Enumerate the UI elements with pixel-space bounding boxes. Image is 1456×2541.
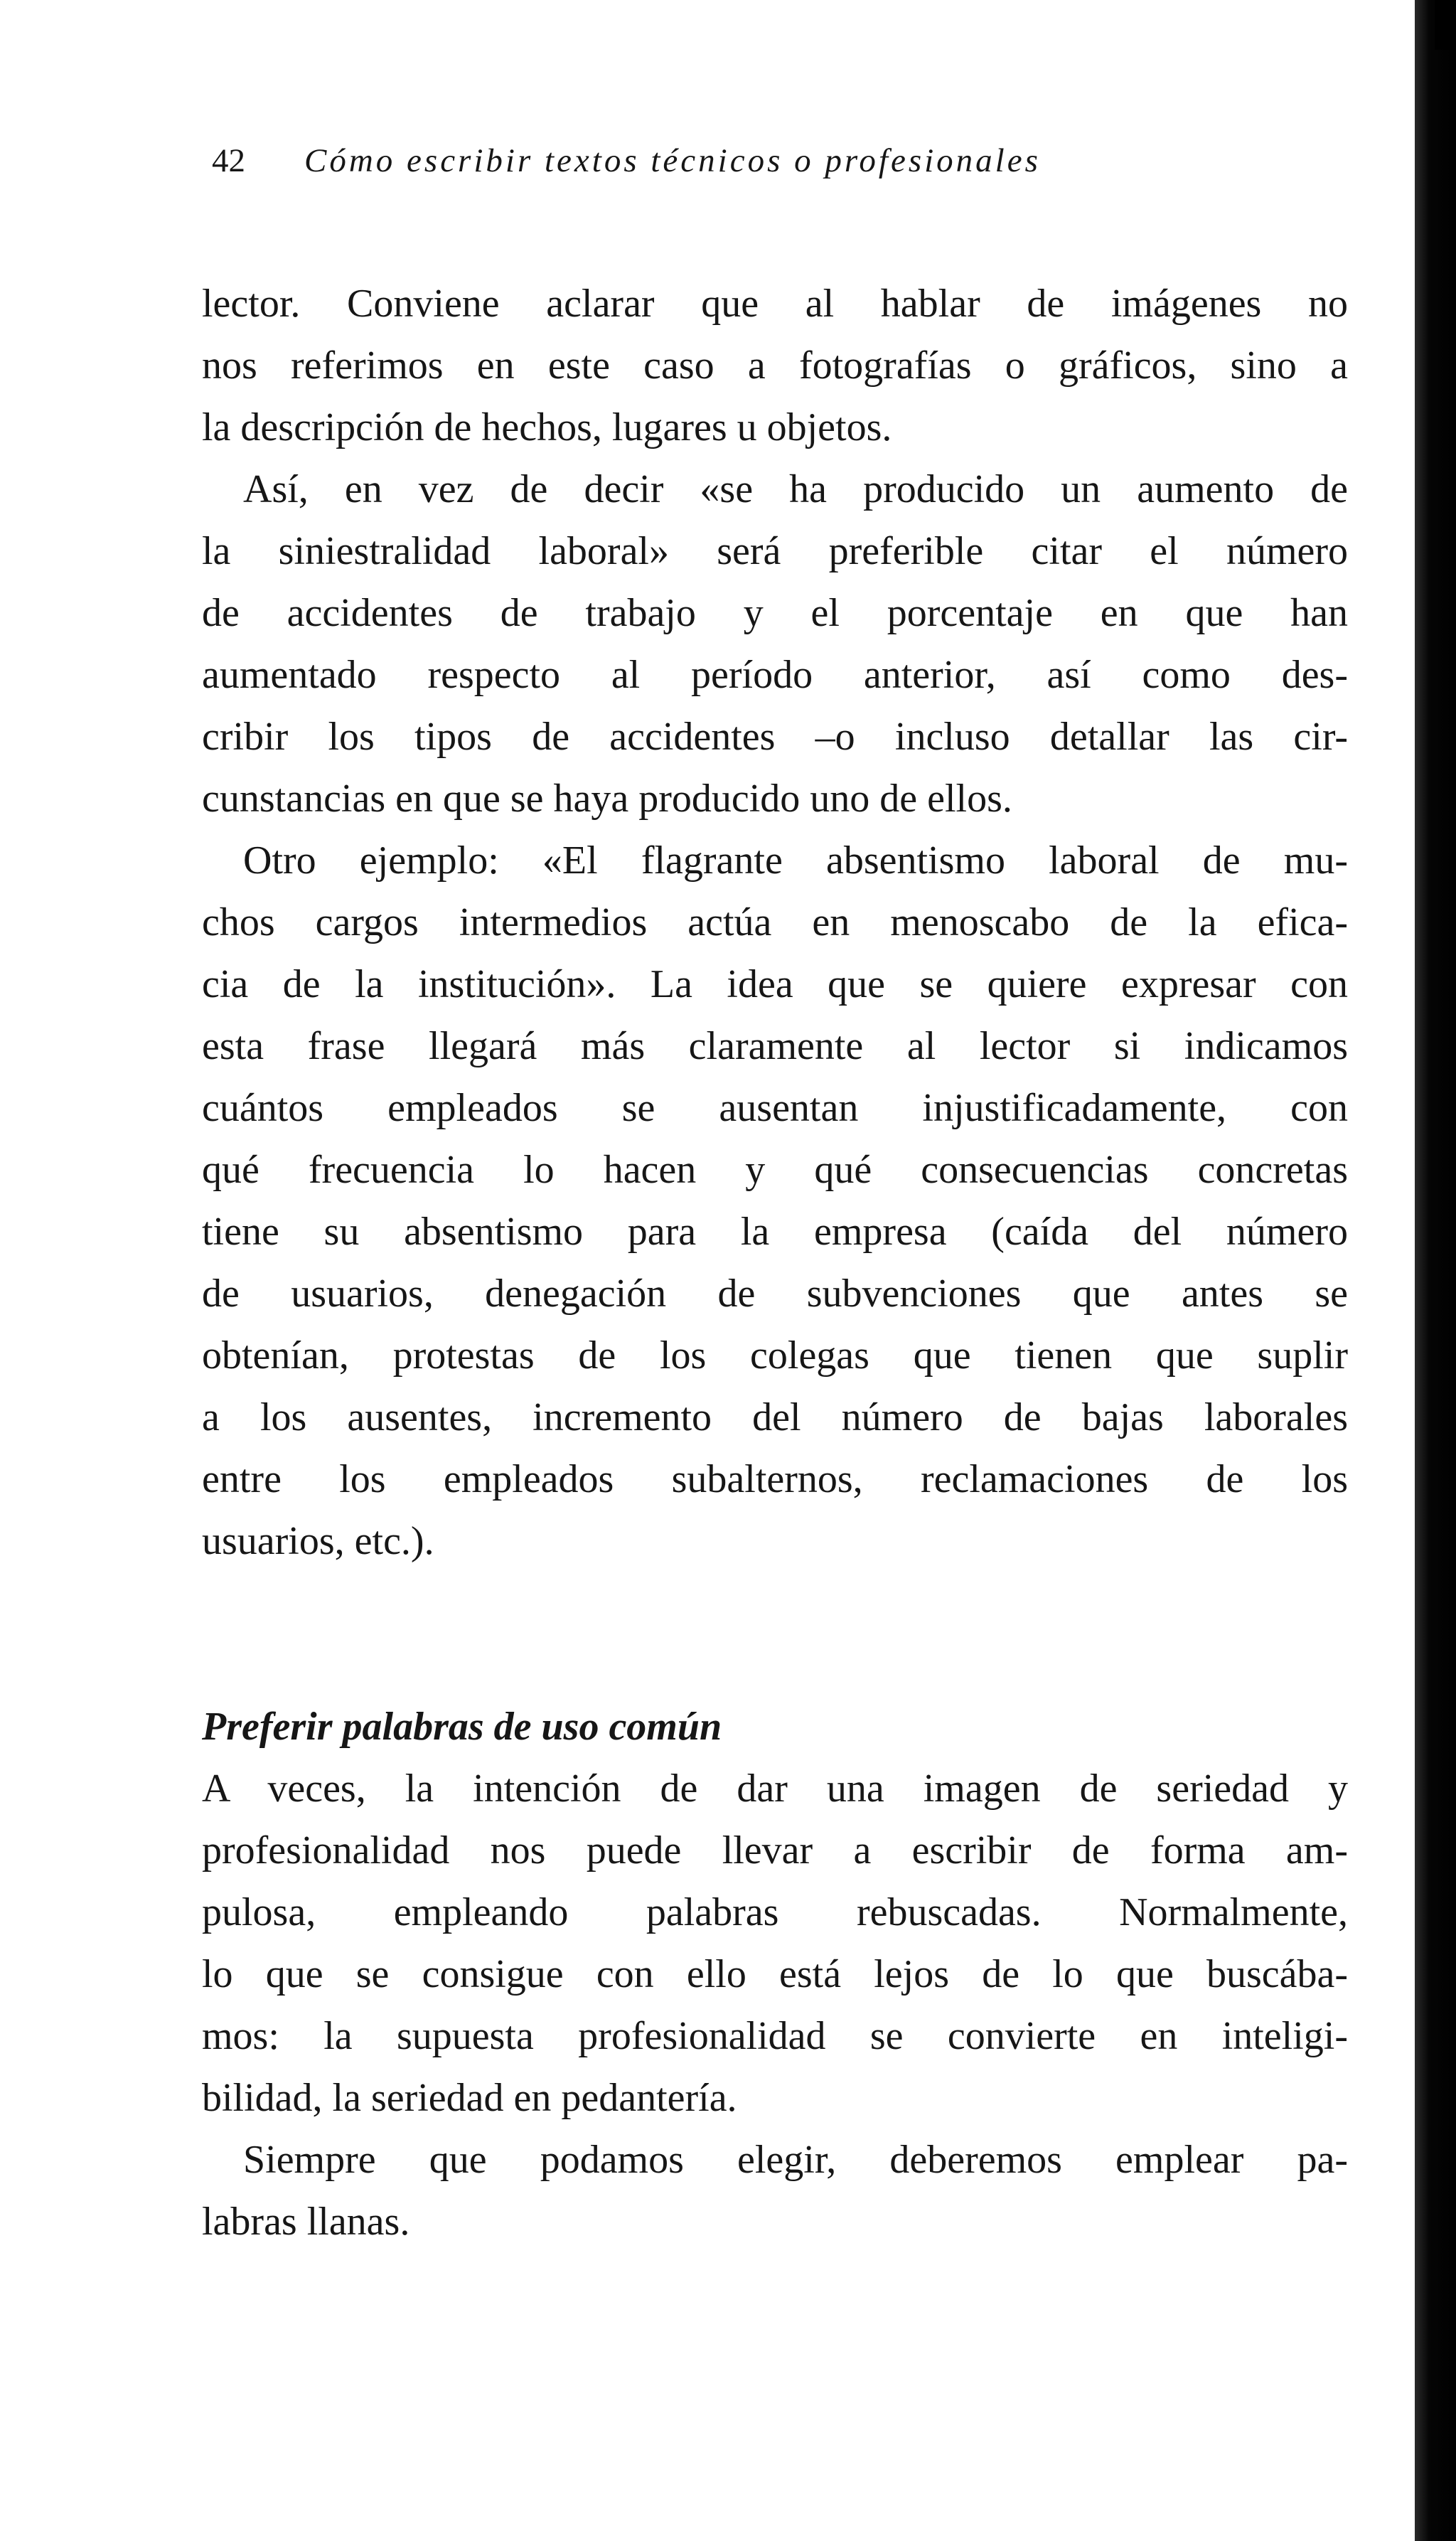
text-line: la siniestralidad laboral» será preferible citar el número xyxy=(202,529,1348,573)
paragraph-example-accidents xyxy=(202,459,1348,830)
text-line: aumentado respecto al período anterior, así como des- xyxy=(202,653,1348,697)
text-line: usuarios, etc.). xyxy=(202,1519,434,1563)
text-line: de usuarios, denegación de subvenciones que antes se xyxy=(202,1272,1348,1316)
text-line: a los ausentes, incremento del número de bajas laborales xyxy=(202,1395,1348,1439)
text-line: nos referimos en este caso a fotografías o gráficos, sino a xyxy=(202,343,1348,388)
scan-border-edge xyxy=(1415,0,1456,2541)
text-line: lo que se consigue con ello está lejos de lo que buscába- xyxy=(202,1952,1348,1996)
text-line: obtenían, protestas de los colegas que tienen que suplir xyxy=(202,1333,1348,1378)
text-line: bilidad, la seriedad en pedantería. xyxy=(202,2076,737,2120)
text-line: A veces, la intención de dar una imagen de seriedad y xyxy=(202,1767,1348,1811)
text-line: chos cargos intermedios actúa en menoscabo de la efica- xyxy=(202,900,1348,944)
text-line: pulosa, empleando palabras rebuscadas. Normalmente, xyxy=(202,1890,1348,1934)
text-line: lector. Conviene aclarar que al hablar de imágenes no xyxy=(202,282,1348,326)
scan-border-corner xyxy=(1435,0,1456,50)
running-head xyxy=(212,139,1041,182)
text-line: cunstancias en que se haya producido uno de ellos. xyxy=(202,777,1012,821)
text-line: profesionalidad nos puede llevar a escribir de forma am- xyxy=(202,1828,1348,1873)
paragraph-example-absenteeism xyxy=(202,830,1348,1572)
text-line: Otro ejemplo: «El flagrante absentismo laboral de mu- xyxy=(243,838,1348,883)
text-line: Siempre que podamos elegir, deberemos emplear pa- xyxy=(243,2138,1348,2182)
text-line: Así, en vez de decir «se ha producido un aumento de xyxy=(243,467,1348,511)
paragraph-recommendation xyxy=(202,2129,1348,2253)
text-line: tiene su absentismo para la empresa (caída del número xyxy=(202,1210,1348,1254)
page-body xyxy=(202,273,1348,2253)
text-line: cia de la institución». La idea que se quiere expresar con xyxy=(202,962,1348,1006)
text-line: cuántos empleados se ausentan injustificadamente, con xyxy=(202,1086,1348,1130)
page-number: 42 xyxy=(212,142,245,179)
text-line: labras llanas. xyxy=(202,2200,410,2244)
section-spacer xyxy=(202,1572,1348,1696)
text-line: de accidentes de trabajo y el porcentaje en que han xyxy=(202,591,1348,635)
text-line: cribir los tipos de accidentes –o incluso detallar las cir- xyxy=(202,715,1348,759)
text-line: entre los empleados subalternos, reclamaciones de los xyxy=(202,1457,1348,1501)
book-title: Cómo escribir textos técnicos o profesionales xyxy=(304,142,1041,179)
text-line: qué frecuencia lo hacen y qué consecuencias concretas xyxy=(202,1148,1348,1192)
text-line: esta frase llegará más claramente al lector si indicamos xyxy=(202,1024,1348,1068)
text-line: la descripción de hechos, lugares u objetos. xyxy=(202,405,892,449)
section-heading: Preferir palabras de uso común xyxy=(202,1705,722,1749)
text-line: mos: la supuesta profesionalidad se convierte en inteligi- xyxy=(202,2014,1348,2058)
paragraph-section-intro xyxy=(202,1758,1348,2129)
paragraph-continued xyxy=(202,273,1348,459)
